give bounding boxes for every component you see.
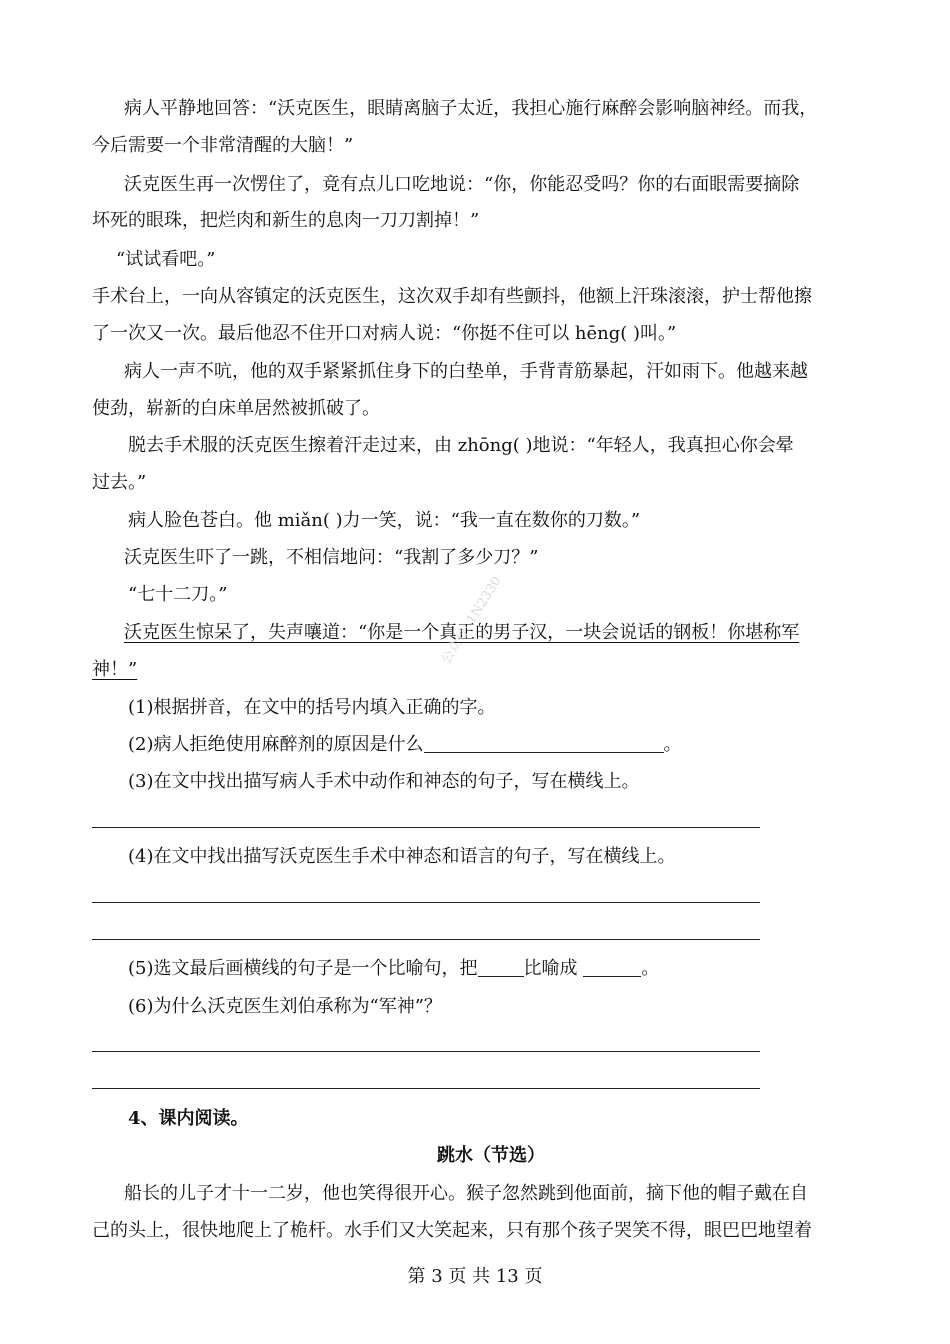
answer-blank[interactable] [583, 958, 641, 977]
page-footer: 第 3 页 共 13 页 [407, 1266, 543, 1287]
underlined-sentence: 神！” [92, 659, 138, 680]
answer-line[interactable] [92, 1088, 760, 1089]
passage-line: “七十二刀。” [128, 584, 228, 605]
question-4: (4)在文中找出描写沃克医生手术中神态和语言的句子，写在横线上。 [128, 846, 676, 867]
answer-line[interactable] [92, 1051, 760, 1052]
passage-line: 使劲，崭新的白床单居然被抓破了。 [92, 398, 380, 419]
passage-line: 了一次又一次。最后他忍不住开口对病人说：“你挺不住可以 hēng( )叫。” [92, 323, 677, 344]
passage-line: 病人脸色苍白。他 miǎn( )力一笑，说：“我一直在数你的刀数。” [128, 510, 641, 531]
passage-line: 船长的儿子才十一二岁，他也笑得很开心。猴子忽然跳到他面前，摘下他的帽子戴在自 [124, 1183, 808, 1204]
passage-line: 脱去手术服的沃克医生擦着汗走过来，由 zhōng( )地说：“年轻人，我真担心你会晕 [128, 435, 794, 456]
question-5-text: (5)选文最后画横线的句子是一个比喻句，把 [128, 958, 478, 979]
section-title: 跳水（节选） [437, 1145, 545, 1166]
question-3: (3)在文中找出描写病人手术中动作和神态的句子，写在横线上。 [128, 771, 640, 792]
passage-line: 己的头上，很快地爬上了桅杆。水手们又大笑起来，只有那个孩子哭笑不得，眼巴巴地望着 [92, 1220, 812, 1241]
watermark: 公众号: 1N2330 [438, 574, 505, 668]
passage-line: “试试看吧。” [116, 249, 216, 270]
question-5 [128, 956, 659, 982]
passage-line: 坏死的眼珠，把烂肉和新生的息肉一刀刀割掉！” [92, 210, 480, 231]
question-5-end: 。 [641, 958, 660, 979]
passage-line: 手术台上，一向从容镇定的沃克医生，这次双手却有些颤抖，他额上汗珠滚滚，护士帮他擦 [92, 286, 812, 307]
section-heading: 4、课内阅读。 [128, 1108, 249, 1129]
answer-blank[interactable] [478, 958, 524, 977]
answer-line[interactable] [92, 827, 760, 828]
question-2-end: 。 [663, 734, 682, 755]
answer-line[interactable] [92, 939, 760, 940]
question-6: (6)为什么沃克医生刘伯承称为“军神”？ [128, 996, 442, 1017]
answer-line[interactable] [92, 902, 760, 903]
passage-line: 沃克医生再一次愣住了，竟有点儿口吃地说：“你，你能忍受吗？你的右面眼需要摘除 [124, 174, 800, 195]
question-1: (1)根据拼音，在文中的括号内填入正确的字。 [128, 697, 496, 718]
passage-line: 病人平静地回答：“沃克医生，眼睛离脑子太近，我担心施行麻醉会影响脑神经。而我， [124, 98, 818, 119]
passage-line: 沃克医生吓了一跳，不相信地问：“我割了多少刀？” [124, 547, 539, 568]
question-2-text: (2)病人拒绝使用麻醉剂的原因是什么 [128, 734, 424, 755]
passage-line: 今后需要一个非常清醒的大脑！” [92, 135, 354, 156]
underlined-sentence: 沃克医生惊呆了，失声嚷道：“你是一个真正的男子汉，一块会说话的钢板！你堪称军 [124, 622, 800, 643]
passage-line: 病人一声不吭，他的双手紧紧抓住身下的白垫单，手背青筋暴起，汗如雨下。他越来越 [124, 361, 808, 382]
question-2 [128, 732, 682, 758]
question-5-text-b: 比喻成 [523, 958, 578, 979]
answer-blank[interactable] [424, 734, 664, 753]
passage-line: 过去。” [92, 472, 147, 493]
